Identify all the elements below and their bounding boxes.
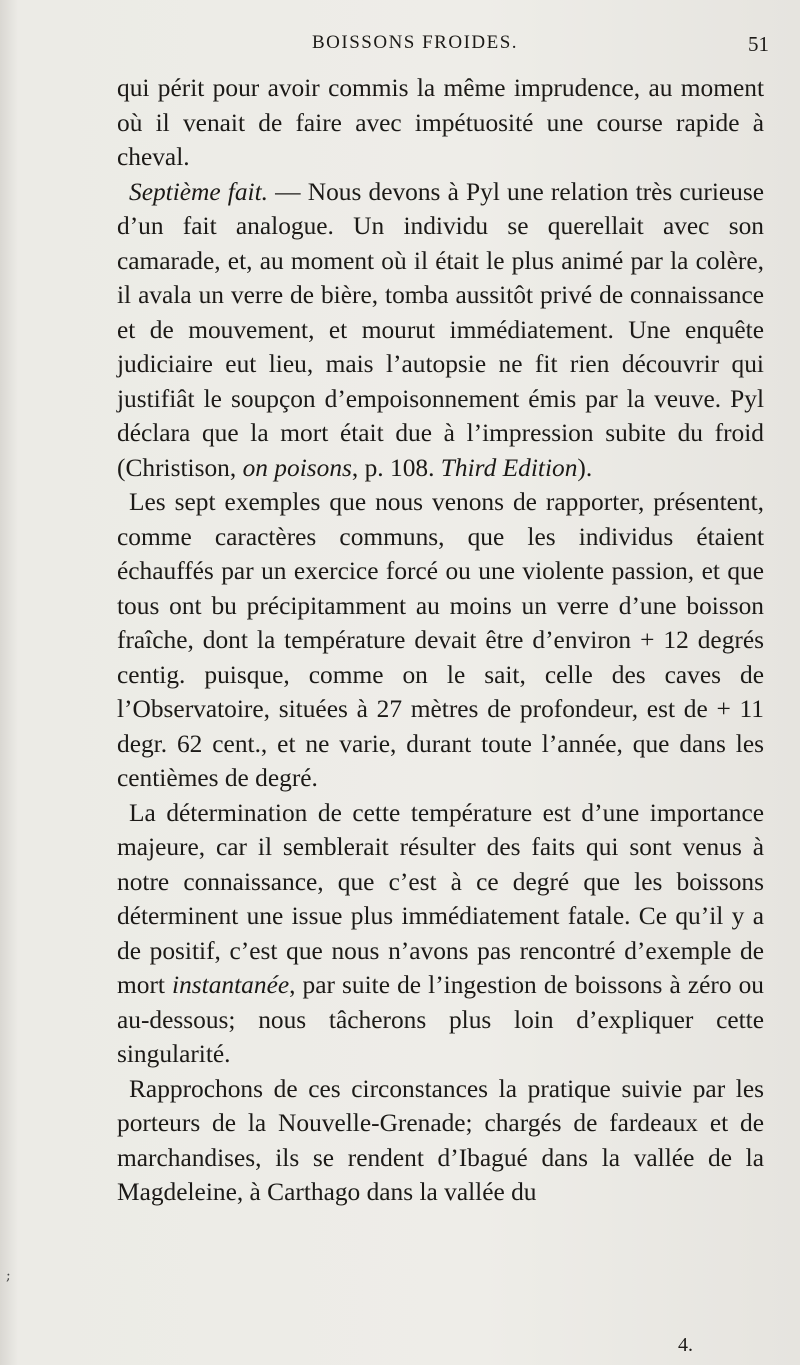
text-run: La détermination de cette température est d’une importance majeure, car il semblerait résulter des faits qui sont venus à notre connaissance, que c’est à ce degré que les boissons déterminent une issue plus immédiatement fatale. Ce qu’il y a de positif, c’est que nous n’avons pas rencontré d’exemple de mort: [117, 798, 764, 999]
margin-mark: ;: [6, 1268, 11, 1284]
italic-run: on poisons: [242, 453, 352, 482]
paragraph: [117, 1072, 764, 1210]
italic-run: instantanée: [172, 971, 290, 999]
paragraph: [117, 485, 764, 796]
page-number: 51: [748, 32, 769, 56]
italic-run: Septième fait.: [129, 177, 269, 206]
paragraph: [117, 71, 764, 175]
text-run: qui périt pour avoir commis la même imprudence, au moment où il venait de faire avec impétuosité une course rapide à cheval.: [117, 74, 764, 171]
running-head: [0, 32, 800, 62]
running-title: BOISSONS FROIDES.: [312, 32, 519, 53]
text-run: — Nous devons à Pyl une relation très curieuse d’un fait analogue. Un individu se querellait avec son camarade, et, au moment où il était le plus animé par la colère, il avala un verre de bière, tomba aussitôt privé de connaissance et de mouvement, et mourut immédiatement. Une enquête judiciaire eut lieu, mais l’autopsie ne fit rien découvrir qui justifiât le soupçon d’empoisonnement émis par la veuve. Pyl déclara que la mort était due à l’impression subite du froid (Christison,: [117, 177, 764, 482]
text-run: , par suite de l’ingestion de boissons à zéro ou au-dessous; nous tâcherons plus loin d’expliquer cette singularité.: [117, 971, 764, 1068]
paragraph: [117, 796, 764, 1072]
text-run: , p. 108.: [351, 453, 441, 482]
paragraph: [117, 175, 764, 486]
text-run: ).: [577, 453, 593, 482]
signature-mark: 4.: [678, 1334, 693, 1356]
body-text: [117, 71, 764, 1210]
italic-run: Third Edition: [440, 453, 578, 482]
text-run: Rapprochons de ces circonstances la pratique suivie par les porteurs de la Nouvelle-Grenade; chargés de fardeaux et de marchandises, ils se rendent d’Ibagué dans la vallée de la Magdeleine, à Carthago dans la vallée du: [117, 1074, 764, 1206]
text-run: Les sept exemples que nous venons de rapporter, présentent, comme caractères communs, que les individus étaient échauffés par un exercice forcé ou une violente passion, et que tous ont bu précipitamment au moins un verre d’une boisson fraîche, dont la température devait être d’environ + 12 degrés centig. puisque, comme on le sait, celle des caves de l’Observatoire, situées à 27 mètres de profondeur, est de + 11 degr. 62 cent., et ne varie, durant toute l’année, que dans les centièmes de degré.: [117, 488, 764, 792]
